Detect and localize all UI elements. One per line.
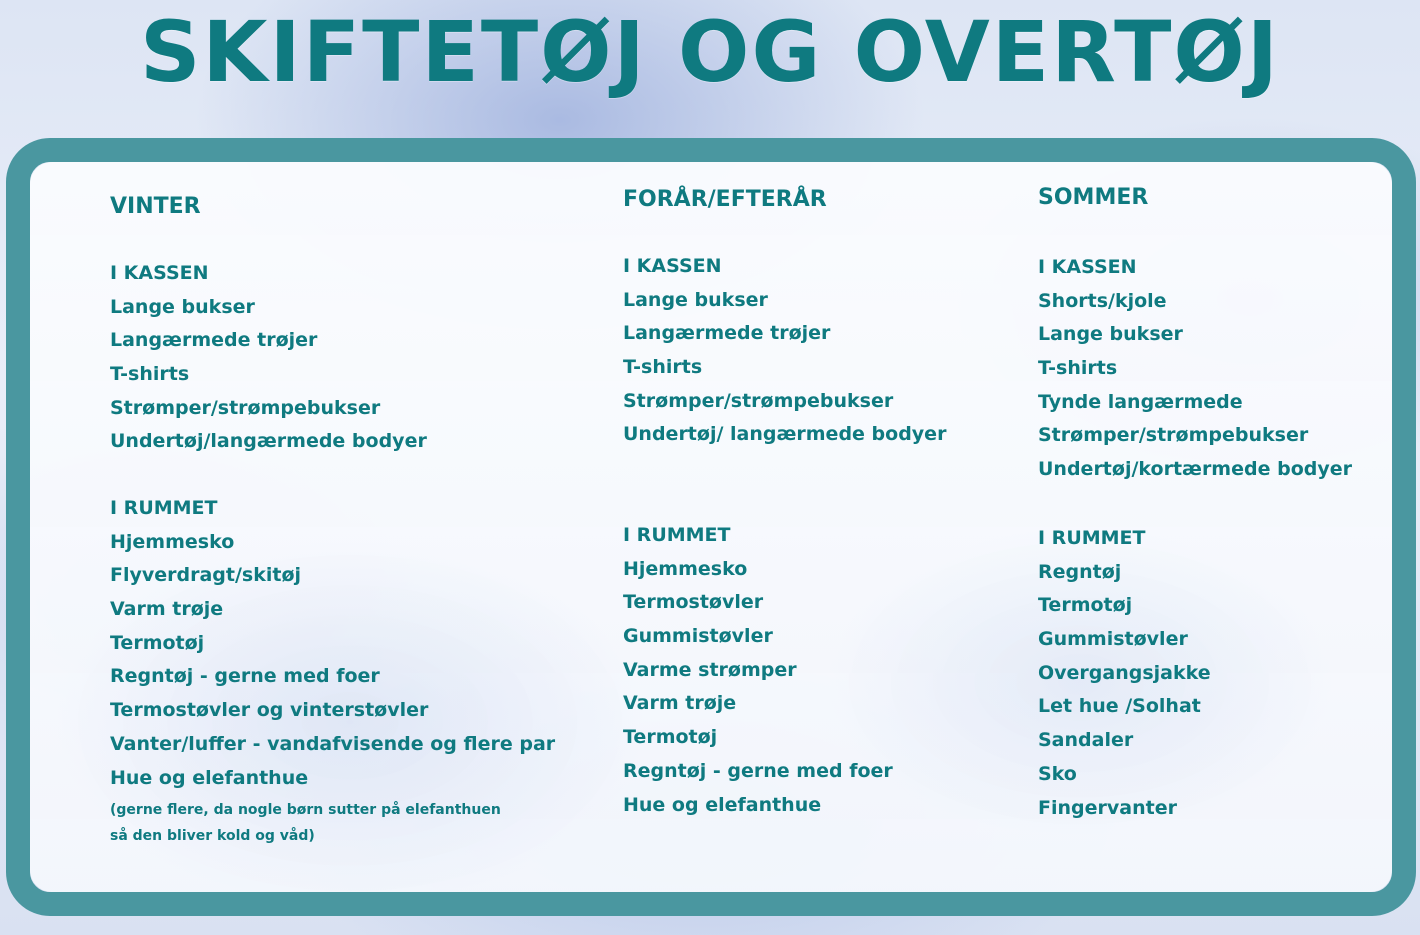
- list-item: Termotøj: [1038, 594, 1133, 617]
- list-item: Regntøj - gerne med foer: [110, 665, 380, 688]
- elefanthue-note: [110, 797, 501, 849]
- list-item: Termotøj: [110, 631, 205, 654]
- list-item: Tynde langærmede: [1038, 390, 1243, 413]
- note-line: (gerne flere, da nogle børn sutter på elefanthuen: [110, 802, 501, 818]
- list-item: Varme strømper: [623, 658, 797, 681]
- list-item: T-shirts: [1038, 357, 1118, 380]
- note-line: så den bliver kold og våd): [110, 828, 315, 844]
- list-item: Hjemmesko: [623, 557, 748, 580]
- list-item: Undertøj/kortærmede bodyer: [1038, 458, 1352, 481]
- list-item: Hjemmesko: [110, 530, 235, 553]
- section-i-kassen: [623, 250, 946, 452]
- list-item: Lange bukser: [110, 295, 255, 318]
- clothing-panel: [30, 162, 1392, 892]
- list-item: Overgangsjakke: [1038, 661, 1211, 684]
- list-item: Fingervanter: [1038, 796, 1177, 819]
- list-item: Termotøj: [623, 726, 718, 749]
- list-item: Gummistøvler: [623, 625, 773, 648]
- section-i-kassen: [110, 257, 427, 459]
- list-item: Strømper/strømpebukser: [110, 396, 381, 419]
- list-item: Lange bukser: [1038, 323, 1183, 346]
- section-i-kassen: [1038, 251, 1352, 487]
- list-item: Gummistøvler: [1038, 628, 1188, 651]
- list-item: Vanter/luffer - vandafvisende og flere par: [110, 732, 556, 755]
- list-item: Varm trøje: [623, 692, 737, 715]
- list-item: Termostøvler og vinterstøvler: [110, 699, 429, 722]
- list-item: Termostøvler: [623, 591, 764, 614]
- list-item: Regntøj - gerne med foer: [623, 759, 893, 782]
- list-item: T-shirts: [110, 363, 190, 386]
- section-label: I RUMMET: [110, 497, 218, 519]
- section-label: I KASSEN: [110, 262, 209, 284]
- page-title: SKIFTETØJ OG OVERTØJ: [139, 3, 1281, 101]
- list-item: Lange bukser: [623, 288, 768, 311]
- section-label: I RUMMET: [623, 524, 731, 546]
- section-label: I KASSEN: [623, 255, 722, 277]
- list-item: Langærmede trøjer: [110, 329, 318, 352]
- section-i-rummet: [110, 492, 555, 795]
- section-i-rummet: [1038, 522, 1211, 825]
- list-item: Let hue /Solhat: [1038, 695, 1201, 718]
- section-i-rummet: [623, 519, 893, 822]
- list-item: Undertøj/langærmede bodyer: [110, 430, 427, 453]
- list-item: Hue og elefanthue: [110, 766, 309, 789]
- list-item: Flyverdragt/skitøj: [110, 564, 302, 587]
- column-heading: VINTER: [110, 194, 201, 219]
- list-item: Shorts/kjole: [1038, 289, 1167, 312]
- list-item: Hue og elefanthue: [623, 793, 822, 816]
- list-item: Varm trøje: [110, 598, 224, 621]
- section-label: I RUMMET: [1038, 527, 1146, 549]
- list-item: Undertøj/ langærmede bodyer: [623, 423, 947, 446]
- list-item: Regntøj: [1038, 560, 1122, 583]
- list-item: T-shirts: [623, 356, 703, 379]
- list-item: Sko: [1038, 762, 1077, 785]
- list-item: Langærmede trøjer: [623, 322, 831, 345]
- list-item: Strømper/strømpebukser: [1038, 424, 1309, 447]
- list-item: Sandaler: [1038, 729, 1134, 752]
- column-heading: SOMMER: [1038, 185, 1149, 210]
- column-heading: FORÅR/EFTERÅR: [623, 187, 827, 212]
- section-label: I KASSEN: [1038, 256, 1137, 278]
- list-item: Strømper/strømpebukser: [623, 389, 894, 412]
